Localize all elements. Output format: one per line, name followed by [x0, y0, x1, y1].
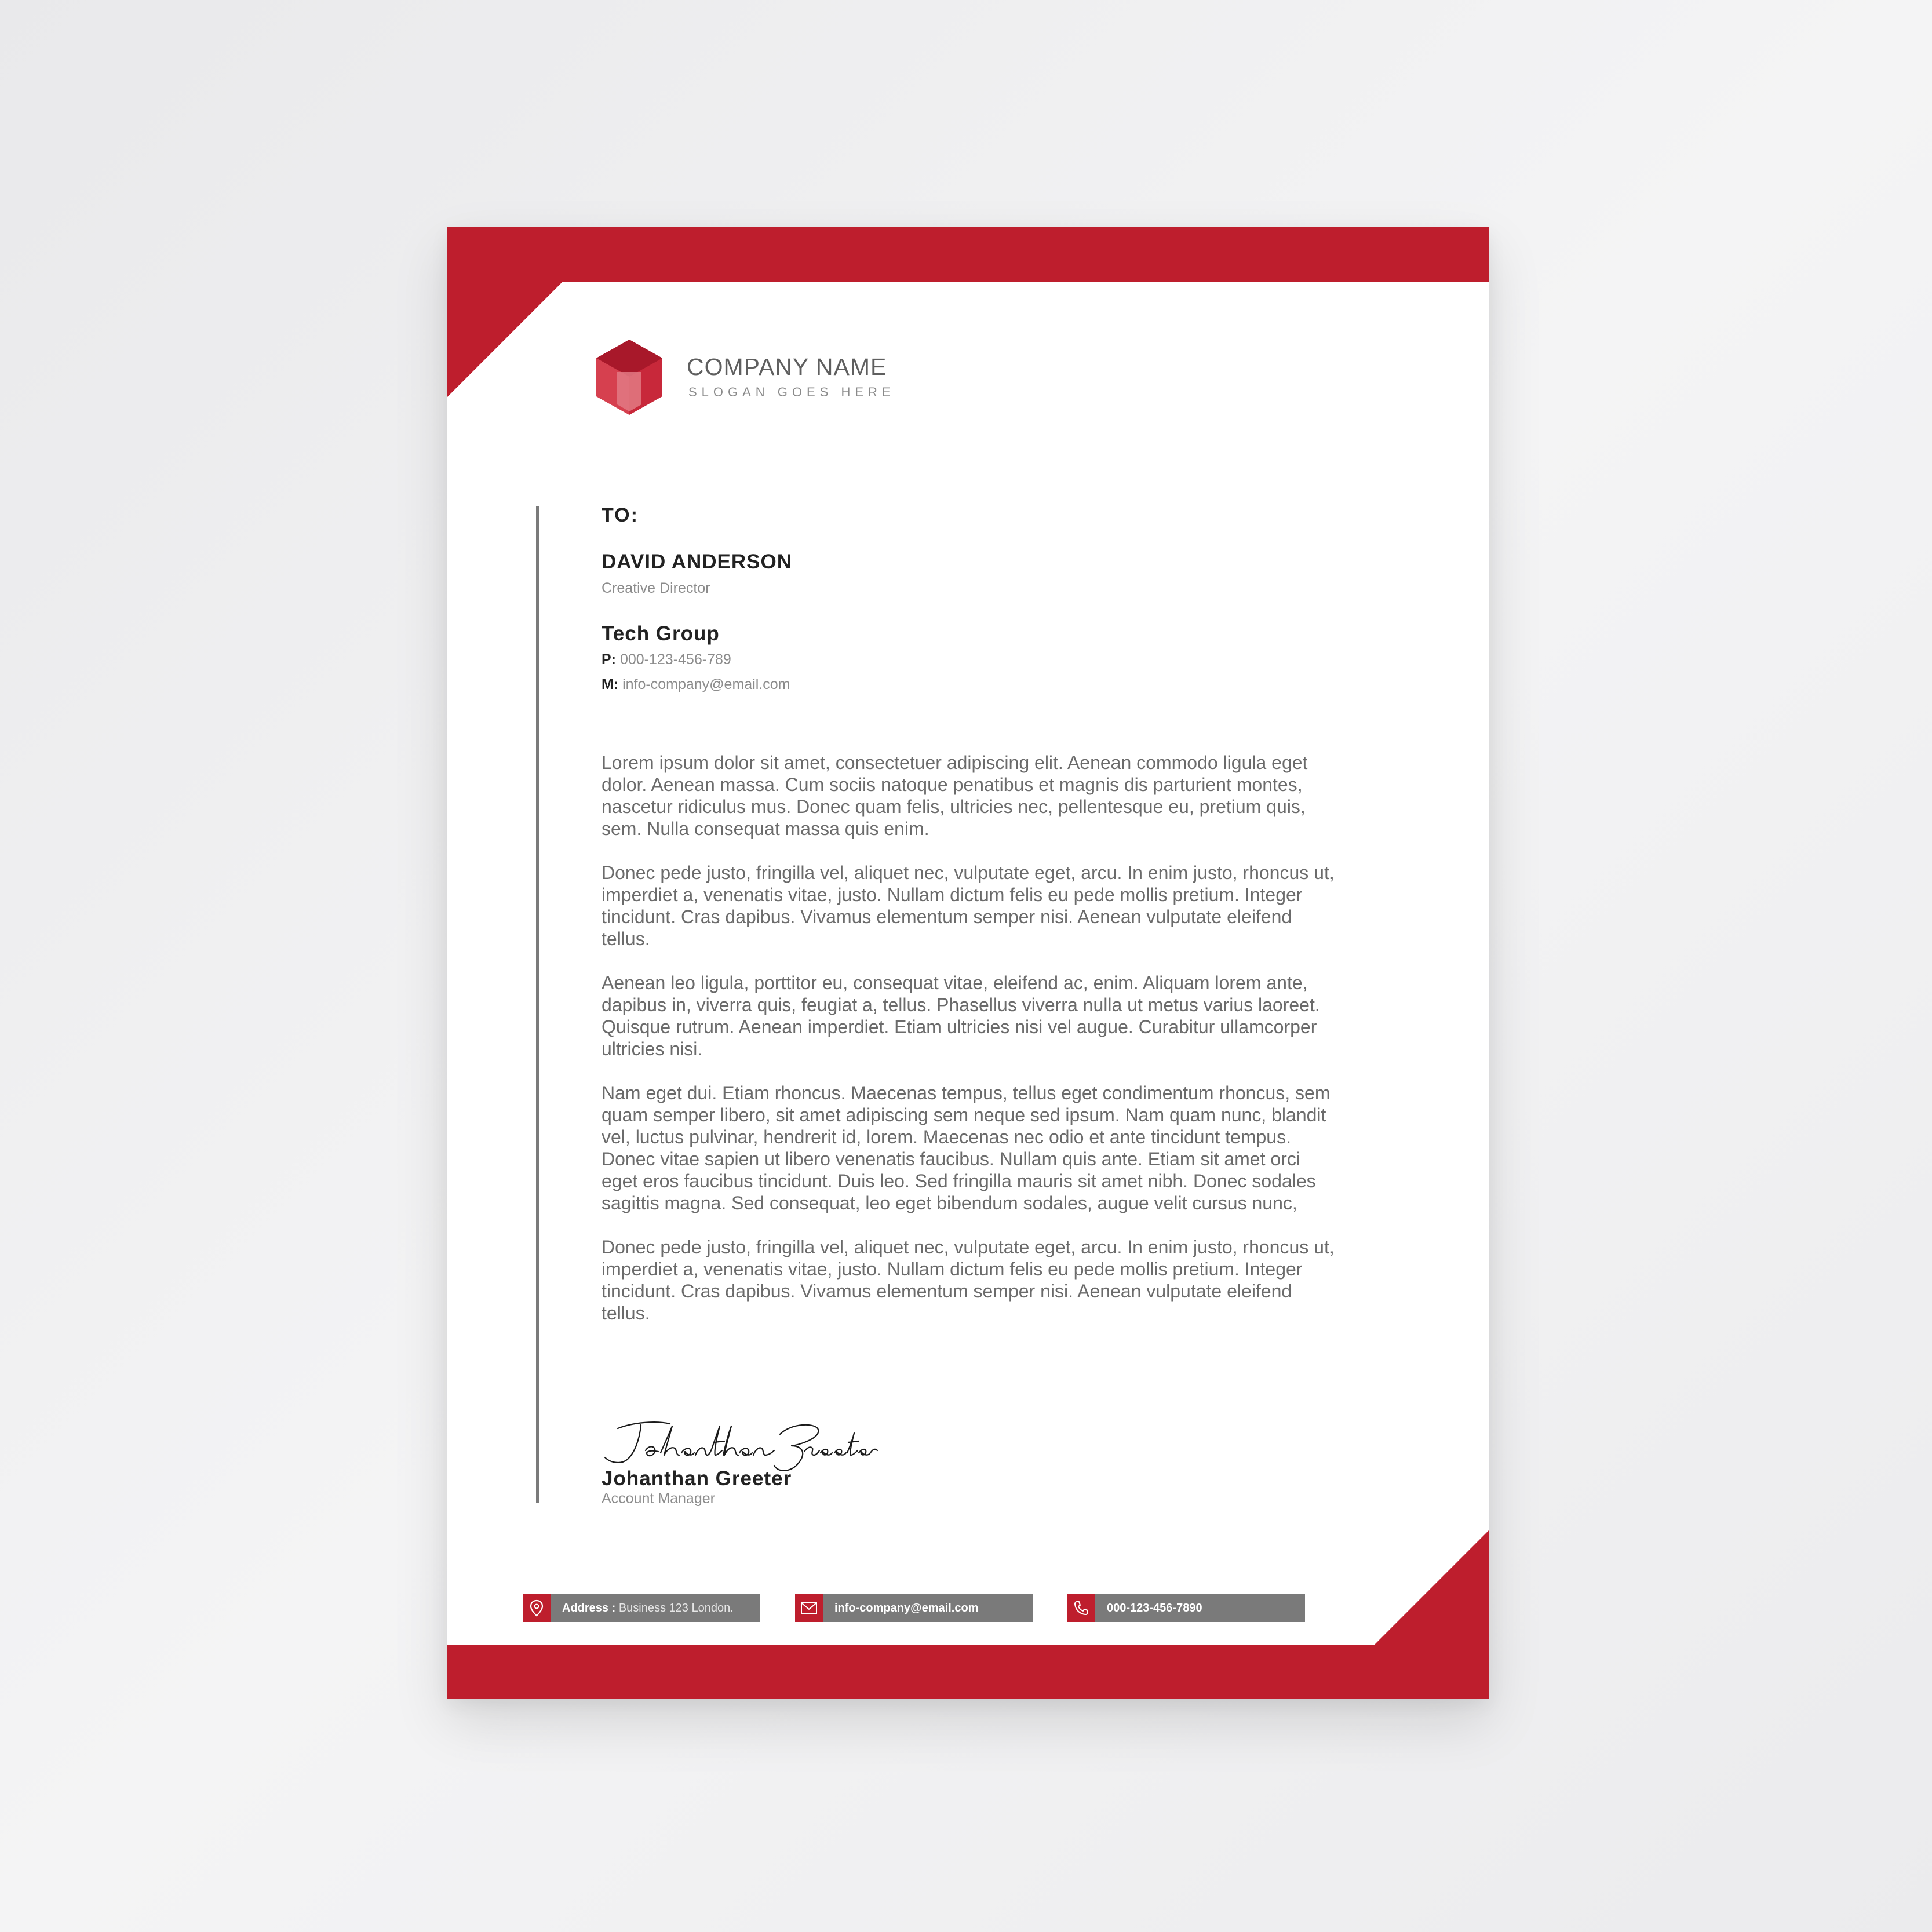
recipient-email-line: [602, 676, 790, 693]
body-paragraph: Nam eget dui. Etiam rhoncus. Maecenas tempus, tellus eget condimentum rhoncus, sem quam semper libero, sit amet adipiscing sem neque sed ipsum. Nam quam nunc, blandit vel, luctus pulvinar, hendrerit id, lorem. Maecenas nec odio et ante tincidunt tempus. Donec vitae sapien ut libero venenatis faucibus. Nullam quis ante. Etiam sit amet orci eget eros faucibus tincidunt. Duis leo. Sed fringilla mauris sit amet nibh. Donec sodales sagittis magna. Sed consequat, leo eget bibendum sodales, augue velit cursus nunc,: [602, 1082, 1330, 1213]
letter-body: [602, 752, 1337, 1346]
signer-title: Account Manager: [602, 1490, 715, 1507]
body-paragraph: Donec pede justo, fringilla vel, aliquet nec, vulputate eget, arcu. In enim justo, rhoncus ut, imperdiet a, venenatis vitae, justo. Nullam dictum felis eu pede mollis pretium. Integer tincidunt. Cras dapibus. Vivamus elementum semper nisi. Aenean vulputate eleifend tellus.: [602, 862, 1335, 949]
mail-label: M:: [602, 676, 619, 692]
hexagon-cube-icon: [596, 340, 662, 415]
footer-address-text: [551, 1602, 734, 1615]
phone-icon: [1067, 1594, 1095, 1622]
phone-label: P:: [602, 651, 616, 668]
address-value: Business 123 London.: [618, 1601, 734, 1614]
footer-phone-value: 000-123-456-7890: [1107, 1601, 1202, 1614]
company-name: COMPANY NAME: [687, 353, 887, 380]
footer-address: [523, 1594, 760, 1622]
body-paragraph: Donec pede justo, fringilla vel, aliquet nec, vulputate eget, arcu. In enim justo, rhoncus ut, imperdiet a, venenatis vitae, justo. Nullam dictum felis eu pede mollis pretium. Integer tincidunt. Cras dapibus. Vivamus elementum semper nisi. Aenean vulputate eleifend tellus.: [602, 1237, 1335, 1324]
footer-phone: [1067, 1594, 1305, 1622]
footer-email: [795, 1594, 1033, 1622]
recipient-email: info-company@email.com: [622, 676, 790, 692]
recipient-company: Tech Group: [602, 622, 720, 645]
address-label: Address :: [562, 1601, 616, 1614]
footer-email-value: info-company@email.com: [834, 1601, 979, 1614]
recipient-title: Creative Director: [602, 580, 710, 596]
body-paragraph: Aenean leo ligula, porttitor eu, consequat vitae, eleifend ac, enim. Aliquam lorem ante, dapibus in, viverra quis, feugiat a, tellus. Phasellus viverra nulla ut metus varius laoreet. Quisque rutrum. Aenean imperdiet. Etiam ultricies nisi vel augue. Curabitur ullamcorper ultricies nisi.: [602, 972, 1320, 1059]
recipient-phone-line: [602, 651, 731, 668]
recipient-name: DAVID ANDERSON: [602, 551, 793, 573]
signer-name: Johanthan Greeter: [602, 1467, 792, 1490]
body-paragraph: Lorem ipsum dolor sit amet, consectetuer adipiscing elit. Aenean commodo ligula eget dolor. Aenean massa. Cum sociis natoque penatibus et magnis dis parturient montes, nascetur ridiculus mus. Donec quam felis, ultricies nec, pellentesque eu, pretium quis, sem. Nulla consequat massa quis enim.: [602, 752, 1308, 839]
letterhead-page: [447, 227, 1489, 1699]
handwritten-signature: [600, 1412, 878, 1476]
bottom-right-corner-triangle: [1373, 1530, 1489, 1646]
footer-phone-text: [1095, 1602, 1202, 1615]
vertical-divider: [536, 506, 539, 1503]
company-slogan: SLOGAN GOES HERE: [688, 385, 895, 399]
header-red-bar: [447, 227, 1489, 282]
footer-red-bar: [447, 1645, 1489, 1699]
to-label: TO:: [602, 504, 639, 526]
map-pin-icon: [523, 1594, 551, 1622]
recipient-phone: 000-123-456-789: [619, 651, 731, 668]
envelope-icon: [795, 1594, 823, 1622]
footer-email-text: [823, 1602, 978, 1615]
top-left-corner-triangle: [447, 282, 563, 398]
